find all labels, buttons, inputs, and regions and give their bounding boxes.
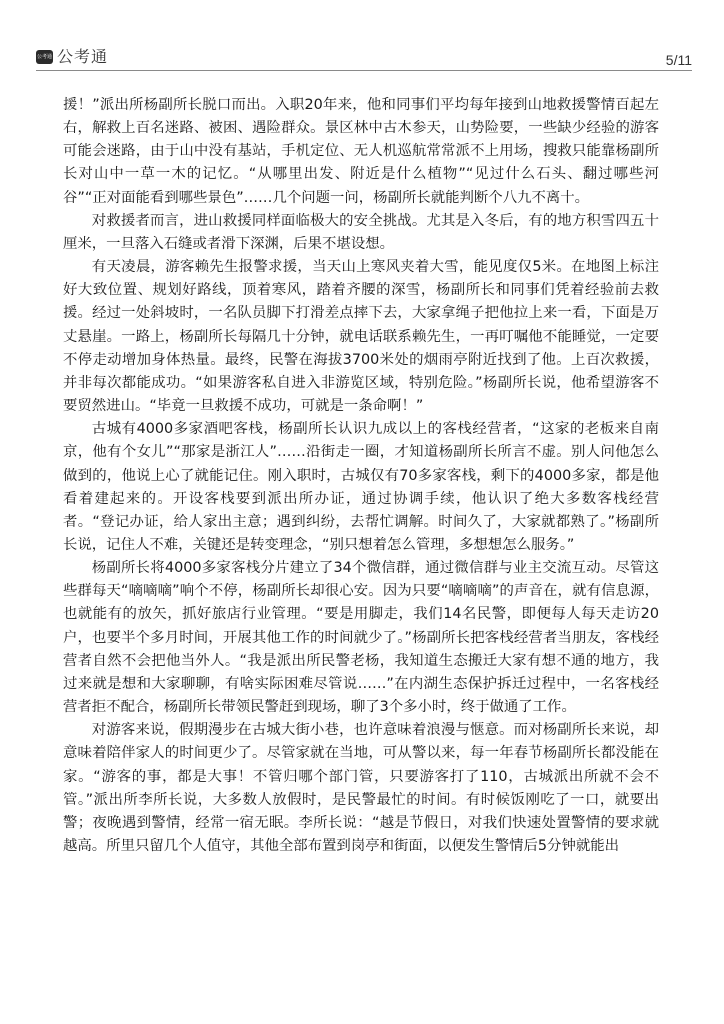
logo-text: 公考通 (57, 47, 109, 66)
logo-badge-icon: 公考通 (36, 50, 53, 64)
paragraph-4: 古城有4000多家酒吧客栈，杨副所长认识九成以上的客栈经营者，“这家的老板来自南京，他有个女儿”“那家是浙江人”……沿街走一圈，才知道杨副所长所言不虚。别人问他怎么做到的，他说上心了就能记住。刚入职时，古城仅有70多家客栈，剩下的4000多家，都是他看着建起来的。开设客栈要到派出所办证，通过协调手续，他认识了绝大多数客栈经营者。“登记办证，给人家出主意；遇到纠纷，去帮忙调解。时间久了，大家就都熟了。”杨副所长说，记住人不难，关键还是转变理念，“别只想着怎么管理，多想想怎么服务。” (63, 421, 659, 553)
paragraph-5: 杨副所长将4000多家客栈分片建立了34个微信群，通过微信群与业主交流互动。尽管这些群每天“嘀嘀嘀”响个不停，杨副所长却很心安。因为只要“嘀嘀嘀”的声音在，就有信息源，也就能有的放矢，抓好旅店行业管理。“要是用脚走，我们14名民警，即便每人每天走访20户，也要半个多月时间，开展其他工作的时间就少了。”杨副所长把客栈经营者当朋友，客栈经营者自然不会把他当外人。“我是派出所民警老杨，我知道生态搬迁大家有想不通的地方，我过来就是想和大家聊聊，有啥实际困难尽管说……”在内湖生态保护拆迁过程中，一名客栈经营者拒不配合，杨副所长带领民警赶到现场，聊了3个多小时，终于做通了工作。 (63, 560, 659, 716)
paragraph-1: 援！”派出所杨副所长脱口而出。入职20年来，他和同事们平均每年接到山地救援警情百起左右，解救上百名迷路、被困、遇险群众。景区林中古木参天，山势险要，一些缺少经验的游客可能会迷路，由于山中没有基站，手机定位、无人机巡航常常派不上用场，搜救只能靠杨副所长对山中一草一木的记忆。“从哪里出发、附近是什么植物”“见过什么石头、翻过哪些河谷”“正对面能看到哪些景色”……几个问题一问，杨副所长就能判断个八九不离十。 (63, 97, 659, 206)
logo (36, 48, 108, 66)
paragraph-6: 对游客来说，假期漫步在古城大街小巷，也许意味着浪漫与惬意。而对杨副所长来说，却意味着陪伴家人的时间更少了。尽管家就在当地，可从警以来，每一年春节杨副所长都没能在家。“游客的事，都是大事！不管归哪个部门管，只要游客打了110，古城派出所就不会不管。”派出所李所长说，大多数人放假时，是民警最忙的时间。有时候饭刚吃了一口，就要出警；夜晚遇到警情，经常一宿无眠。李所长说：“越是节假日，对我们快速处置警情的要求就越高。所里只留几个人值守，其他全部布置到岗亭和街面，以便发生警情后5分钟就能出 (63, 722, 659, 854)
paragraph-2: 对救援者而言，进山救援同样面临极大的安全挑战。尤其是入冬后，有的地方积雪四五十厘米，一旦落入石缝或者滑下深渊，后果不堪设想。 (63, 212, 659, 252)
page-number: 5/11 (665, 52, 692, 68)
header-divider (36, 70, 692, 71)
paragraph-3: 有天凌晨，游客赖先生报警求援，当天山上寒风夹着大雪，能见度仅5米。在地图上标注好大致位置、规划好路线，顶着寒风，踏着齐腰的深雪，杨副所长和同事们凭着经验前去救援。经过一处斜坡时，一名队员脚下打滑差点摔下去，大家拿绳子把他拉上来一看，下面是万丈悬崖。一路上，杨副所长每隔几十分钟，就电话联系赖先生，一再叮嘱他不能睡觉，一定要不停走动增加身体热量。最终，民警在海拔3700米处的烟雨亭附近找到了他。上百次救援，并非每次都能成功。“如果游客私自进入非游览区域，特别危险。”杨副所长说，他希望游客不要贸然进山。“毕竟一旦救援不成功，可就是一条命啊！” (63, 259, 659, 415)
article-body (63, 94, 659, 858)
page-header (36, 46, 692, 70)
